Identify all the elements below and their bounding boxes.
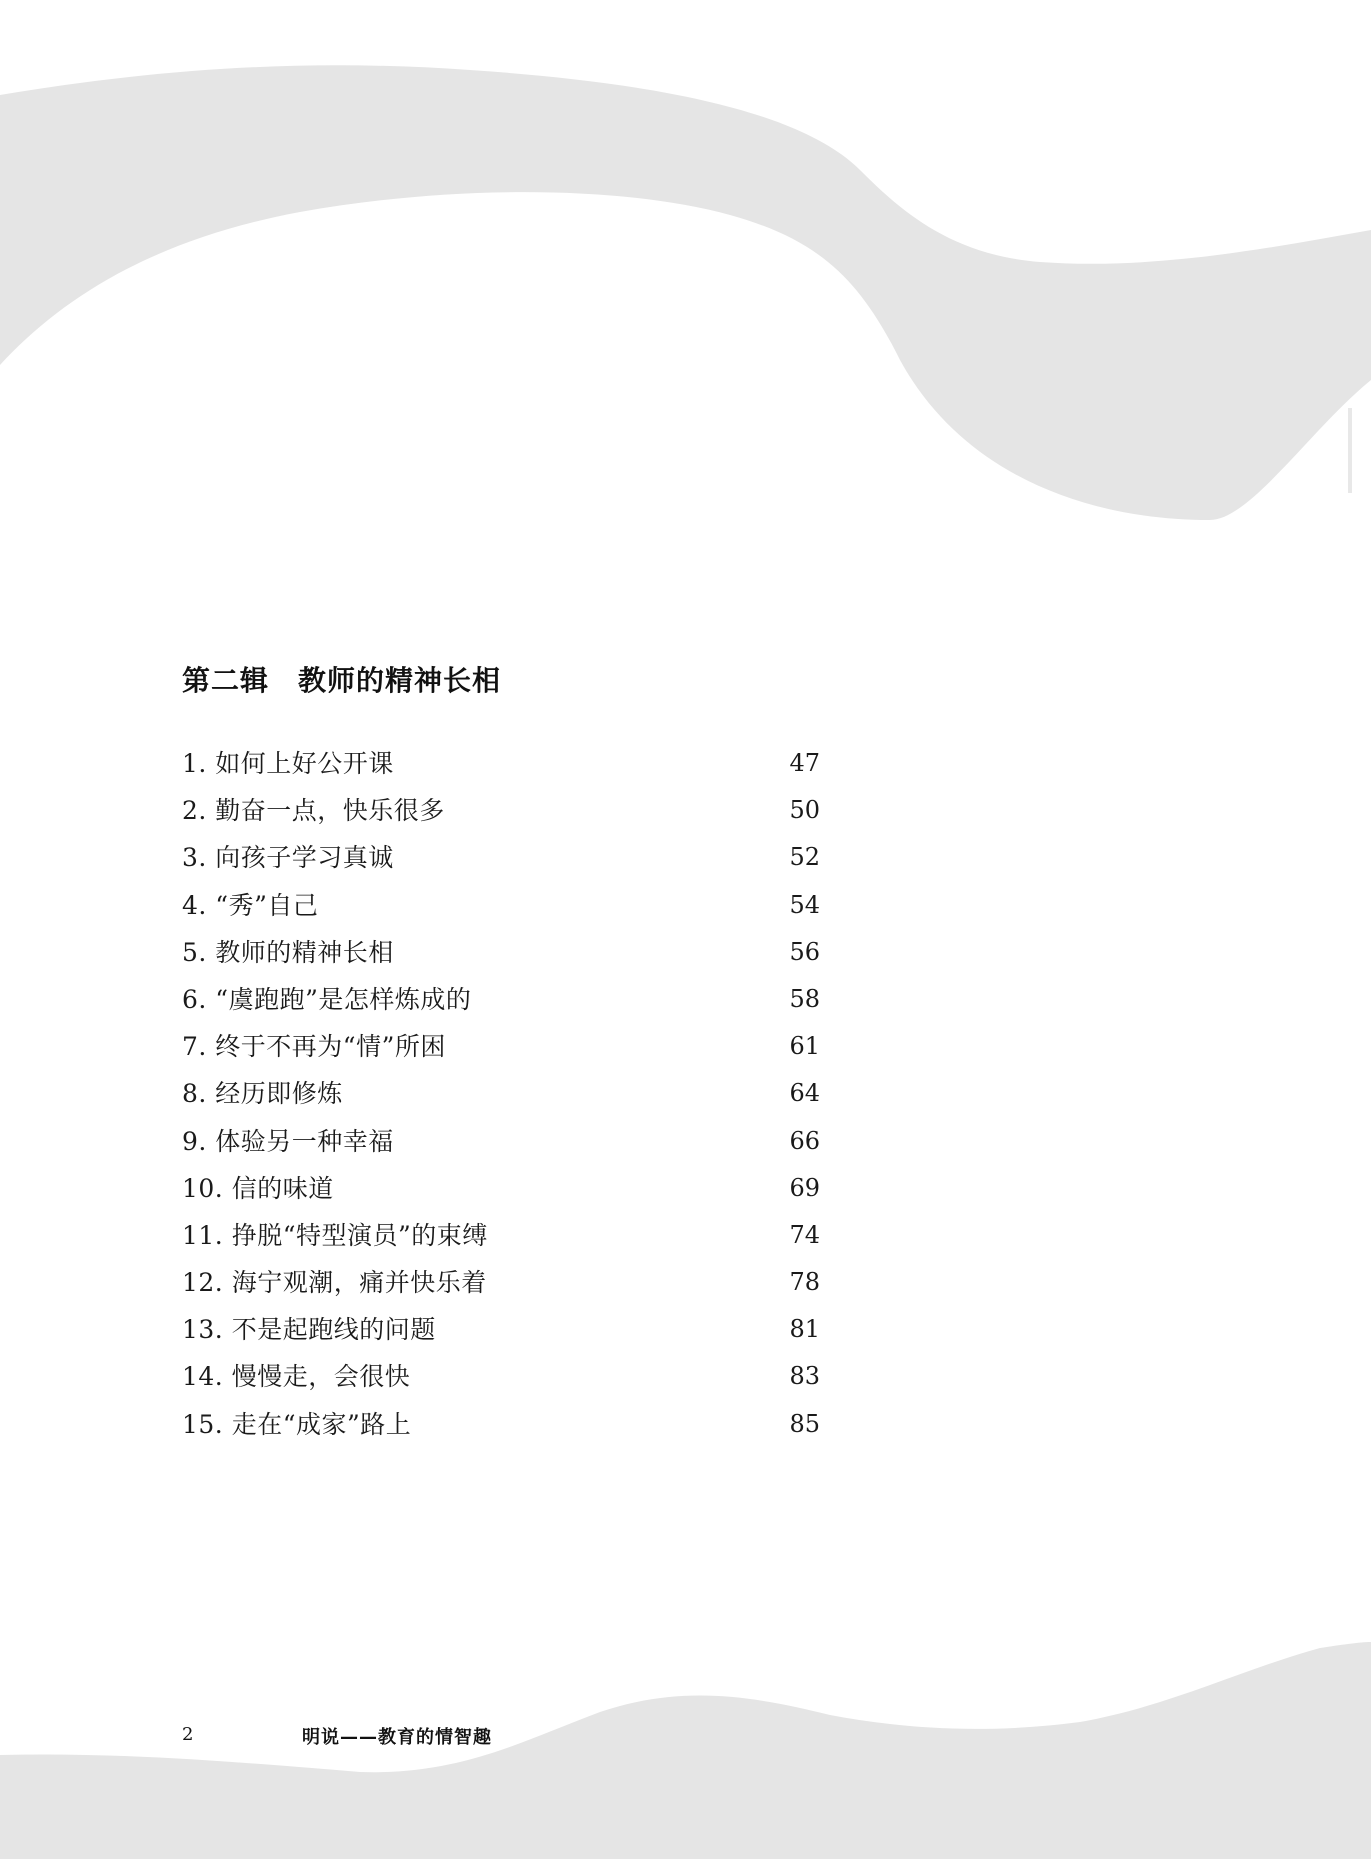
toc-entry-title: 11. 挣脱“特型演员”的束缚: [182, 1220, 488, 1250]
toc-entry[interactable]: [182, 1118, 822, 1165]
toc-entry[interactable]: [182, 1353, 822, 1400]
toc-entry-page: 58: [789, 984, 820, 1013]
toc-entry-page: 74: [789, 1220, 820, 1249]
toc-entry-page: 56: [789, 937, 820, 966]
toc-entry-title: 14. 慢慢走，会很快: [182, 1362, 411, 1392]
toc-entry-page: 64: [789, 1079, 820, 1108]
toc-entry-title: 8. 经历即修炼: [182, 1079, 343, 1109]
toc-entry-page: 85: [789, 1409, 820, 1438]
toc-entry-page: 69: [789, 1173, 820, 1202]
toc-entry-title: 1. 如何上好公开课: [182, 749, 394, 778]
toc-entry-page: 61: [789, 1032, 820, 1061]
footer-book-title: 明说——教育的情智趣: [302, 1727, 492, 1748]
toc-entry-title: 6. “虞跑跑”是怎样炼成的: [182, 984, 472, 1014]
footer-page-number: 2: [182, 1724, 194, 1745]
toc-entry-title: 15. 走在“成家”路上: [182, 1409, 412, 1439]
toc-entry[interactable]: [182, 1165, 822, 1212]
toc-entry[interactable]: [182, 1259, 822, 1306]
toc-entry-page: 54: [789, 890, 820, 919]
toc-entry[interactable]: [182, 1401, 822, 1448]
toc-entry[interactable]: [182, 976, 822, 1023]
toc-entry-page: 50: [789, 796, 820, 825]
toc-entry[interactable]: [182, 787, 822, 834]
toc-entry-title: 13. 不是起跑线的问题: [182, 1315, 436, 1345]
toc-entry[interactable]: [182, 834, 822, 881]
toc-entry-title: 5. 教师的精神长相: [182, 937, 394, 967]
toc-entry-title: 2. 勤奋一点，快乐很多: [182, 796, 445, 826]
toc-entry-title: 7. 终于不再为“情”所困: [182, 1032, 446, 1062]
toc-entry-title: 9. 体验另一种幸福: [182, 1126, 394, 1156]
bottom-wave-band: [0, 1642, 1371, 1859]
toc-entry-page: 47: [789, 749, 820, 777]
toc-entry-title: 10. 信的味道: [182, 1173, 334, 1203]
toc-entry-page: 83: [789, 1362, 820, 1391]
toc-entry[interactable]: [182, 1306, 822, 1353]
section-title: 第二辑 教师的精神长相: [182, 664, 502, 697]
toc-entry-title: 4. “秀”自己: [182, 890, 319, 920]
toc-entry[interactable]: [182, 1023, 822, 1070]
edge-mark-top: [1348, 408, 1352, 493]
toc-entry[interactable]: [182, 740, 822, 787]
top-wave-band: [0, 65, 1371, 520]
toc-entry[interactable]: [182, 929, 822, 976]
toc-entry-title: 3. 向孩子学习真诚: [182, 843, 394, 873]
toc-entry[interactable]: [182, 882, 822, 929]
toc-entry-page: 66: [789, 1126, 820, 1155]
toc-entry-title: 12. 海宁观潮，痛并快乐着: [182, 1268, 487, 1298]
toc-entry[interactable]: [182, 1070, 822, 1117]
toc-entry-page: 78: [789, 1268, 820, 1297]
toc-entry-page: 52: [789, 843, 820, 872]
toc-entry-page: 81: [789, 1315, 820, 1344]
toc-entry[interactable]: [182, 1212, 822, 1259]
table-of-contents: [182, 740, 822, 1448]
